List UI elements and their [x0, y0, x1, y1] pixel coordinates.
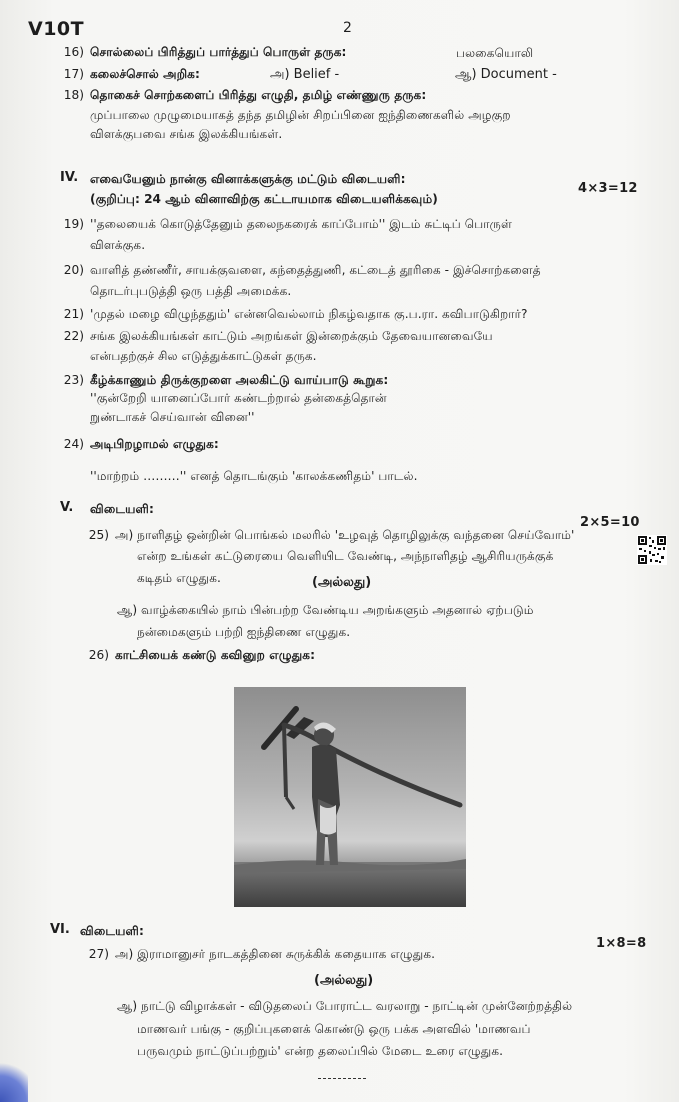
question-18-line-1: முப்பாலை முழுமையாகத் தந்த தமிழின் சிறப்பினை ஐந்திணைகளில் அழகுற	[90, 108, 511, 122]
question-22: 22) சங்க இலக்கியங்கள் காட்டும் அறங்கள் இன்றைக்கும் தேவையானவையே	[63, 329, 493, 343]
section-4-marks: 4×3=12	[578, 181, 638, 196]
question-25-a-line-2: என்ற உங்கள் கட்டுரையை வெளியிட வேண்டி, அந்நாளிதழ் ஆசிரியருக்குக்	[137, 549, 554, 563]
section-4-label: IV.	[60, 170, 79, 185]
question-24: 24) அடிபிறழாமல் எழுதுக:	[63, 437, 219, 451]
question-18-line-2: விளக்குபவை சங்க இலக்கியங்கள்.	[90, 127, 283, 141]
question-19-line-2: விளக்குக.	[90, 238, 146, 252]
question-23-kural-line-2: றுண்டாகச் செய்வான் வினை''	[90, 410, 255, 424]
question-22-line-2: என்பதற்குச் சில எடுத்துக்காட்டுகள் தருக.	[90, 349, 317, 363]
section-6-title: விடையளி:	[80, 924, 144, 938]
question-20-line-2: தொடர்புபடுத்தி ஒரு பத்தி அமைக்க.	[90, 284, 292, 298]
qr-code-icon	[637, 535, 667, 565]
question-17-option-a: அ) Belief -	[270, 67, 340, 82]
question-25-b-line-2: நன்மைகளும் பற்றி ஐந்திணை எழுதுக.	[137, 625, 351, 639]
question-25: 25) அ) நாளிதழ் ஒன்றின் பொங்கல் மலரில் 'உழவுத் தொழிலுக்கு வந்தனை செய்வோம்'	[88, 528, 575, 542]
question-27: 27) அ) இராமானுசர் நாடகத்தினை சுருக்கிக் கதையாக எழுதுக.	[88, 947, 436, 961]
farmer-with-plough-photo	[234, 687, 466, 907]
section-6-label: VI.	[50, 922, 70, 937]
question-27-b-line-1: ஆ) நாட்டு விழாக்கள் - விடுதலைப் போராட்ட வரலாறு - நாட்டின் முன்னேற்றத்தில்	[117, 999, 573, 1013]
paper-code: V10T	[28, 18, 85, 40]
question-17-option-b: ஆ) Document -	[455, 67, 557, 82]
question-21: 21) 'முதல் மழை விழுந்ததும்' என்னவெல்லாம் நிகழ்வதாக கு.ப.ரா. கவிபாடுகிறார்?	[63, 307, 528, 321]
question-23: 23) கீழ்க்காணும் திருக்குறளை அலகிட்டு வாய்பாடு கூறுக:	[63, 373, 389, 387]
question-27-or: (அல்லது)	[314, 973, 374, 988]
question-18: 18) தொகைச் சொற்களைப் பிரித்து எழுதி, தமிழ் எண்ணுரு தருக:	[63, 88, 427, 102]
question-23-kural-line-1: ''குன்றேறி யானைப்போர் கண்டற்றால் தன்கைத்தொன்	[90, 391, 387, 405]
section-5-title: விடையளி:	[90, 502, 154, 516]
section-4-title: எவையேனும் நான்கு வினாக்களுக்கு மட்டும் விடையளி:	[90, 172, 406, 186]
question-16: 16) சொல்லைப் பிரித்துப் பார்த்துப் பொருள் தருக:	[63, 45, 347, 59]
edge-stain	[0, 1058, 28, 1102]
question-17: 17) கலைச்சொல் அறிக:	[63, 67, 200, 81]
question-26: 26) காட்சியைக் கண்டு கவினுற எழுதுக:	[88, 648, 315, 662]
question-16-word: பலகையொலி	[456, 46, 534, 60]
question-25-a-line-3: கடிதம் எழுதுக.	[137, 571, 221, 585]
end-of-page-divider	[318, 1078, 366, 1079]
question-27-b-line-3: பருவமும் நாட்டுப்பற்றும்' என்ற தலைப்பில் மேடை உரை எழுதுக.	[137, 1044, 504, 1058]
question-25-or: (அல்லது)	[312, 575, 372, 590]
question-19: 19) ''தலையைக் கொடுத்தேனும் தலைநகரைக் காப்போம்'' இடம் சுட்டிப் பொருள்	[63, 217, 512, 231]
section-5-marks: 2×5=10	[580, 515, 640, 530]
page-number: 2	[343, 20, 352, 36]
section-5-label: V.	[60, 500, 74, 515]
section-4-note: (குறிப்பு: 24 ஆம் வினாவிற்கு கட்டாயமாக விடையளிக்கவும்)	[90, 192, 438, 206]
question-25-b-line-1: ஆ) வாழ்க்கையில் நாம் பின்பற்ற வேண்டிய அறங்களும் அதனால் ஏற்படும்	[117, 603, 534, 617]
farmer-silhouette	[234, 687, 466, 907]
question-27-b-line-2: மாணவர் பங்கு - குறிப்புகளைக் கொண்டு ஒரு பக்க அளவில் 'மாணவப்	[137, 1022, 531, 1036]
question-24-line-2: ''மாற்றம் ………'' எனத் தொடங்கும் 'காலக்கணிதம்' பாடல்.	[90, 469, 418, 483]
section-6-marks: 1×8=8	[596, 936, 647, 951]
question-20: 20) வாளித் தண்ணீர், சாயக்குவளை, கந்தைத்துணி, கட்டைத் தூரிகை - இச்சொற்களைத்	[63, 263, 541, 277]
